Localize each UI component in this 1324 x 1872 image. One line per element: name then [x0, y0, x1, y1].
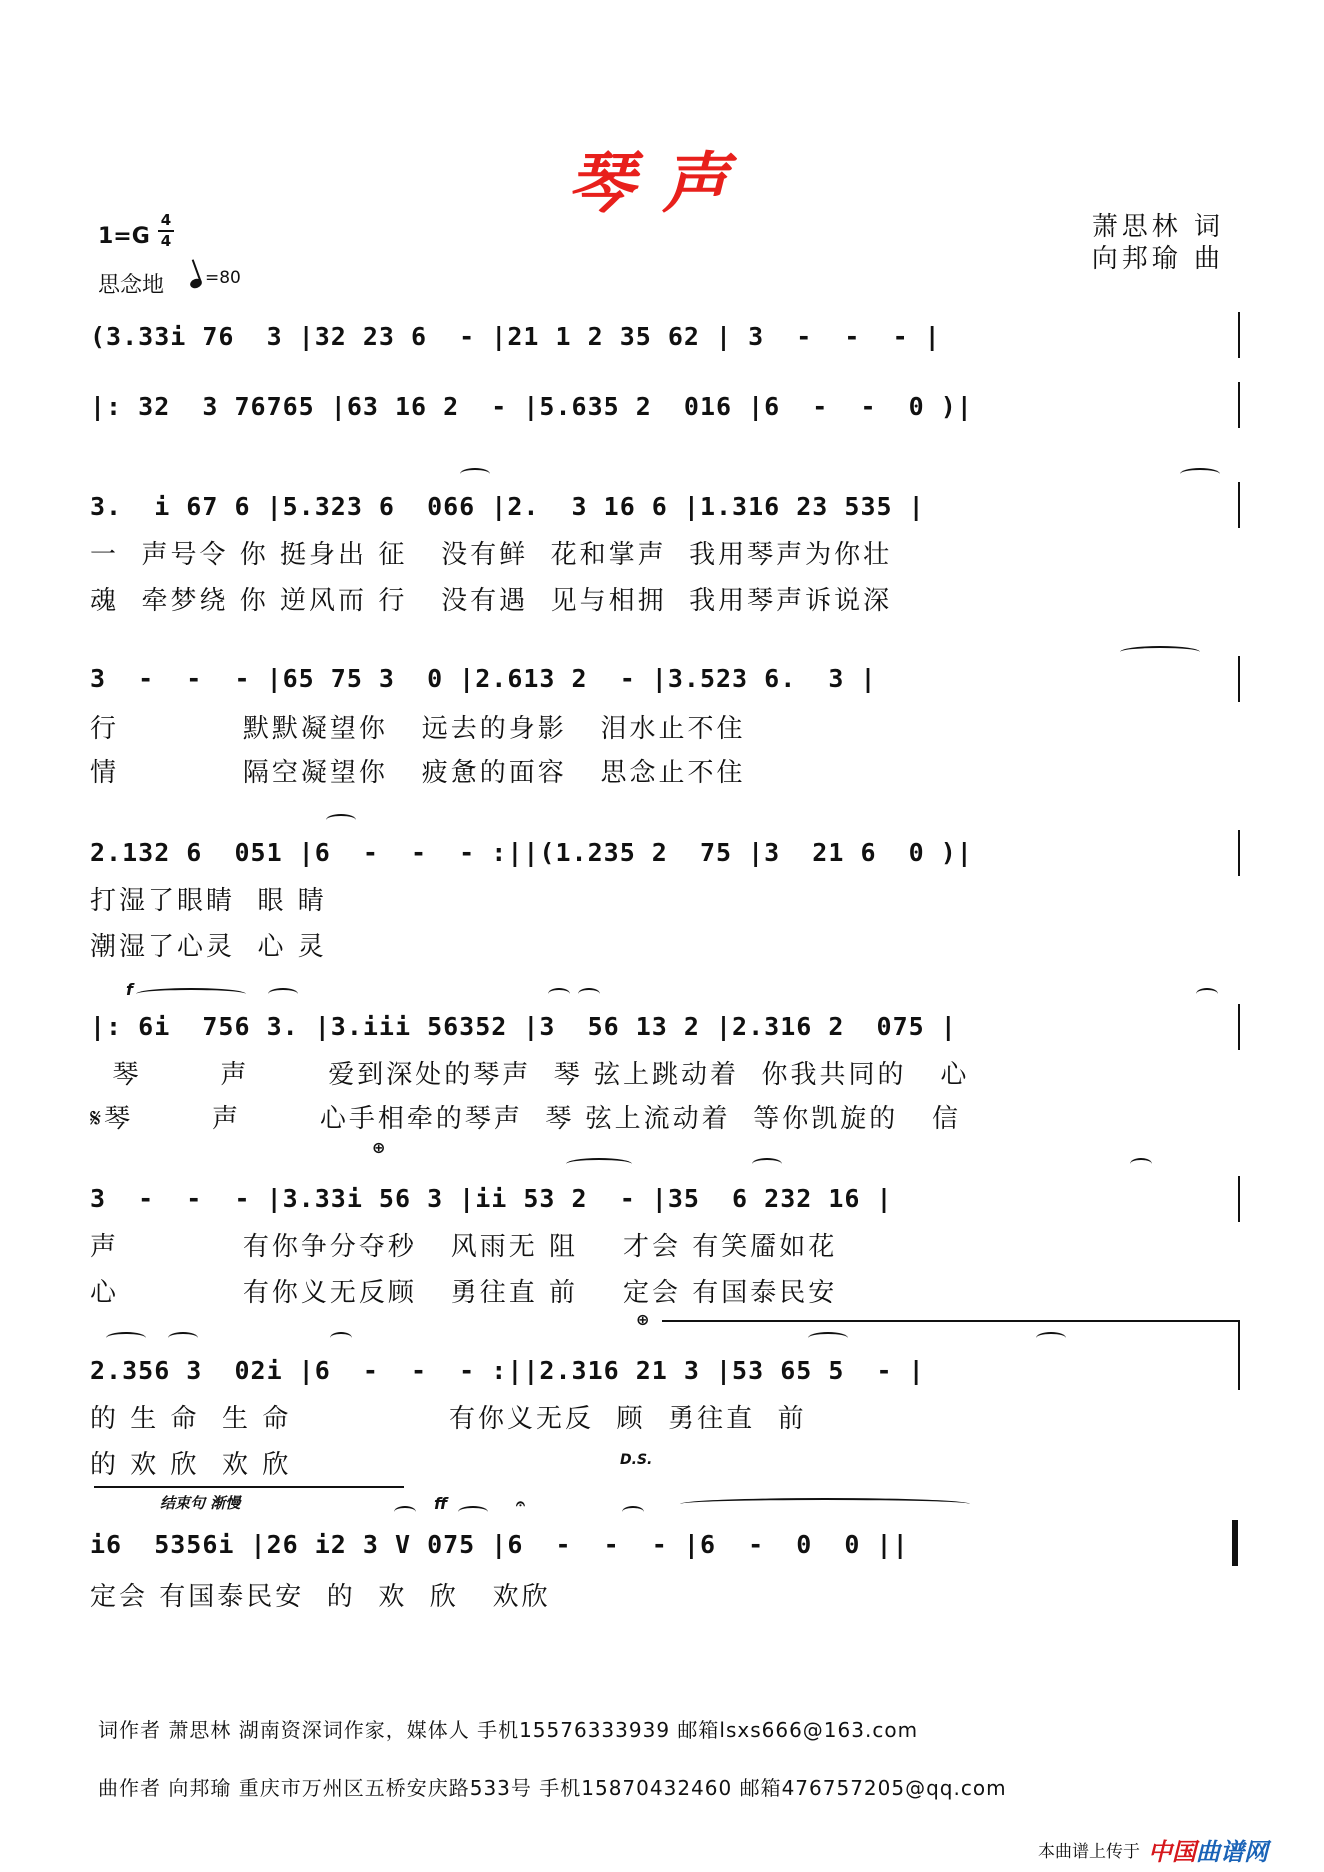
lyric-line-4-verse-2: 情 隔空凝望你 疲惫的面容 思念止不住	[90, 758, 746, 788]
slur	[136, 988, 246, 1000]
dynamic-forte: f	[126, 980, 133, 999]
key-signature: 1=G	[98, 224, 150, 249]
barline	[1238, 1320, 1240, 1390]
slur	[622, 1506, 644, 1518]
barline	[1238, 1004, 1240, 1050]
time-signature	[158, 212, 174, 250]
lyric-line-5-verse-1: 打湿了眼睛 眼 睛	[90, 886, 327, 916]
logo-accent: 曲谱网	[1196, 1837, 1268, 1866]
final-barline	[1232, 1520, 1238, 1566]
notation-line-7: 3 - - - |3.33i 56 3 |ii 53 2 - |35 6 232 16 |	[90, 1184, 893, 1213]
lyric-line-4-verse-1: 行 默默凝望你 远去的身影 泪水止不住	[90, 714, 746, 744]
slur	[566, 1158, 632, 1170]
slur	[1180, 468, 1220, 480]
slur	[1036, 1332, 1066, 1344]
slur	[578, 988, 600, 1000]
quarter-note-icon	[189, 277, 203, 290]
meter-bottom: 4	[160, 232, 172, 250]
notation-line-9: i6 5356i |26 i2 3 V 075 |6 - - - |6 - 0 0 ||	[90, 1530, 909, 1559]
slur	[1130, 1158, 1152, 1170]
notation-line-2: |: 32 3 76765 |63 16 2 - |5.635 2 016 |6 - - 0 )|	[90, 392, 973, 421]
expression-marking: 思念地	[98, 273, 165, 298]
lyricist-credit: 萧思林 词	[1091, 212, 1224, 242]
lyric-line-6-verse-2: 𝄋琴 声 心手相牵的琴声 琴 弦上流动着 等你凯旋的 信	[90, 1104, 962, 1134]
lyricist-info: 词作者 萧思林 湖南资深词作家，媒体人 手机15576333939 邮箱lsxs666@163.com	[98, 1718, 919, 1742]
coda-icon: ⊕	[372, 1138, 386, 1157]
slur	[458, 1506, 488, 1518]
notation-line-3: 3. i 67 6 |5.323 6 066 |2. 3 16 6 |1.316 23 535 |	[90, 492, 925, 521]
lyric-line-7-verse-1: 声 有你争分夺秒 风雨无 阻 才会 有笑靥如花	[90, 1232, 838, 1262]
song-title: 琴声	[568, 144, 756, 222]
ending-bracket	[94, 1486, 404, 1488]
fermata-icon: 𝄐	[516, 1494, 525, 1513]
lyric-line-8-verse-1: 的 生 命 生 命 有你义无反 顾 勇往直 前	[90, 1404, 807, 1434]
slur	[168, 1332, 198, 1344]
lyric-line-7-verse-2: 心 有你义无反顾 勇往直 前 定会 有国泰民安	[90, 1278, 838, 1308]
barline	[1238, 656, 1240, 702]
slur	[106, 1332, 146, 1344]
slur	[268, 988, 298, 1000]
slur	[752, 1158, 782, 1170]
barline	[1238, 312, 1240, 358]
slur	[326, 814, 356, 826]
ending-direction: 结束句 渐慢	[160, 1494, 241, 1512]
slur	[394, 1506, 416, 1518]
volta-bracket	[662, 1320, 1240, 1322]
notation-line-4: 3 - - - |65 75 3 0 |2.613 2 - |3.523 6. 3 |	[90, 664, 877, 693]
notation-line-6: |: 6i 756 3. |3.iii 56352 |3 56 13 2 |2.316 2 075 |	[90, 1012, 957, 1041]
lyric-line-8-verse-2: 的 欢 欣 欢 欣	[90, 1450, 292, 1480]
barline	[1238, 830, 1240, 876]
slur	[460, 468, 490, 480]
tempo-marking	[190, 268, 241, 288]
composer-info: 曲作者 向邦瑜 重庆市万州区五桥安庆路533号 手机15870432460 邮箱476757205@qq.com	[98, 1776, 1007, 1800]
lyric-line-9: 定会 有国泰民安 的 欢 欣 欢欣	[90, 1582, 551, 1612]
slur	[1120, 646, 1200, 658]
upload-text: 本曲谱上传于	[1038, 1842, 1140, 1862]
slur	[548, 988, 570, 1000]
slur	[1196, 988, 1218, 1000]
lyric-line-6-verse-1: 琴 声 爱到深处的琴声 琴 弦上跳动着 你我共同的 心	[90, 1060, 970, 1090]
slur	[330, 1332, 352, 1344]
barline	[1238, 482, 1240, 528]
notation-line-5: 2.132 6 051 |6 - - - :||(1.235 2 75 |3 21 6 0 )|	[90, 838, 973, 867]
dal-segno-marking: D.S.	[620, 1452, 653, 1468]
coda-icon: ⊕	[636, 1310, 650, 1329]
meter-top: 4	[160, 211, 172, 229]
logo-main: 中国	[1148, 1837, 1196, 1866]
upload-credit	[1038, 1832, 1268, 1867]
composer-credit: 向邦瑜 曲	[1091, 244, 1224, 274]
notation-line-1: (3.33i 76 3 |32 23 6 - |21 1 2 35 62 | 3 - - - |	[90, 322, 941, 351]
lyric-line-5-verse-2: 潮湿了心灵 心 灵	[90, 932, 327, 962]
dynamic-fortissimo: ff	[434, 1494, 448, 1513]
lyric-line-3-verse-1: 一 声号令 你 挺身出 征 没有鲜 花和掌声 我用琴声为你壮	[90, 540, 893, 570]
tempo-value: =80	[205, 268, 241, 288]
slur	[680, 1498, 970, 1510]
notation-line-8: 2.356 3 02i |6 - - - :||2.316 21 3 |53 65 5 - |	[90, 1356, 925, 1385]
site-logo	[1148, 1832, 1268, 1867]
barline	[1238, 1176, 1240, 1222]
barline	[1238, 382, 1240, 428]
lyric-line-3-verse-2: 魂 牵梦绕 你 逆风而 行 没有遇 见与相拥 我用琴声诉说深	[90, 586, 893, 616]
slur	[808, 1332, 848, 1344]
